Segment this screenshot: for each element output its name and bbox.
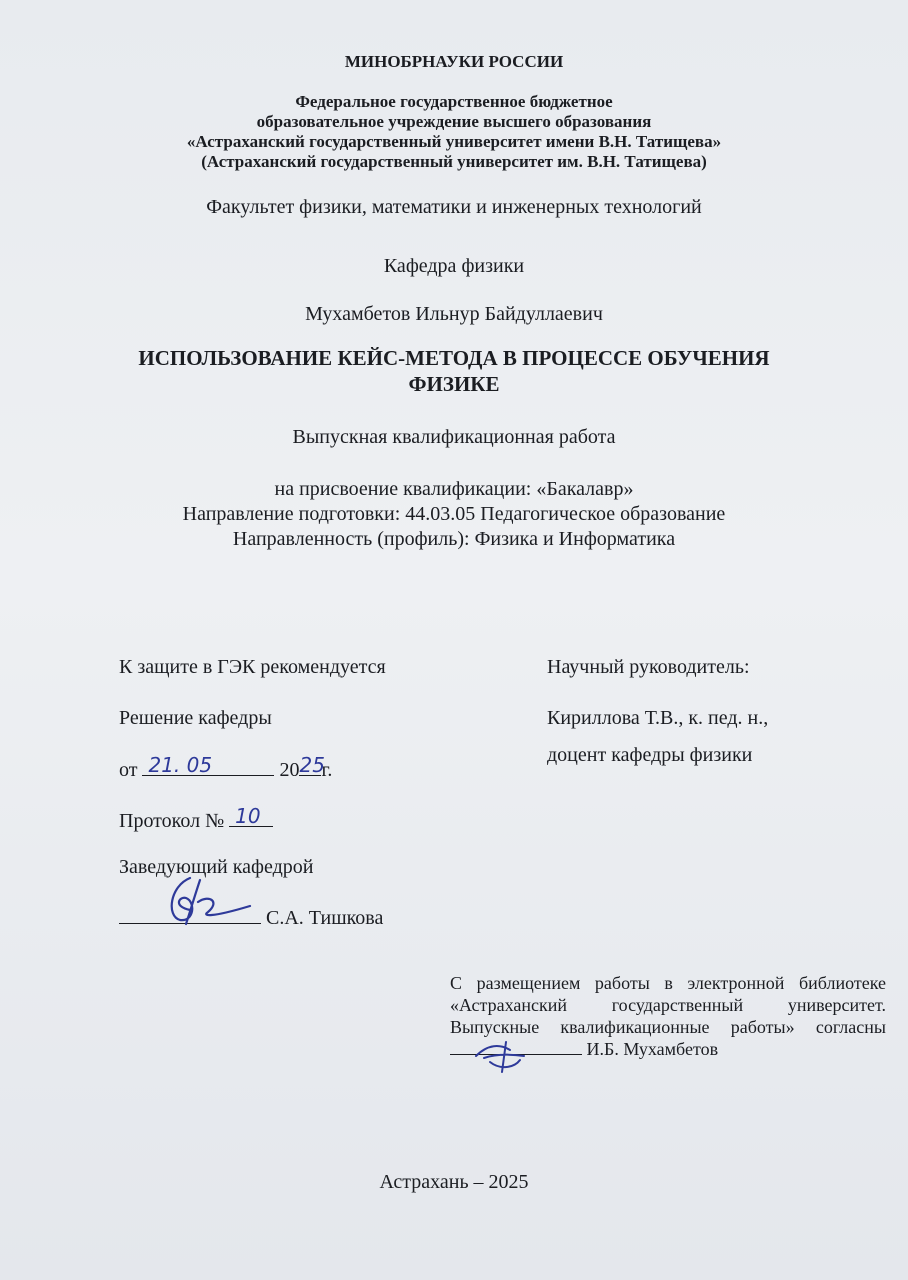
- consent-signer: И.Б. Мухамбетов: [586, 1039, 719, 1059]
- year-handwritten: 25: [299, 753, 325, 777]
- supervisor-position: доцент кафедры физики: [547, 744, 753, 766]
- consent-line-3: Выпускные квалификационные работы» согласны: [450, 1017, 886, 1037]
- institution-line-4: (Астраханский государственный университет им. В.Н. Татищева): [201, 152, 707, 171]
- institution-line-3: «Астраханский государственный университет имени В.Н. Татищева»: [186, 132, 722, 151]
- department: Кафедра физики: [383, 255, 525, 277]
- date-field: [142, 753, 274, 777]
- author-name: Мухамбетов Ильнур Байдуллаевич: [305, 303, 603, 325]
- supervisor-name: Кириллова Т.В., к. пед. н.,: [547, 707, 769, 729]
- author-signature-icon: [470, 1036, 540, 1076]
- institution-line-2: образовательное учреждение высшего образования: [256, 112, 652, 131]
- protocol-handwritten: 10: [235, 804, 261, 828]
- supervisor-label: Научный руководитель:: [547, 656, 750, 678]
- qualification: на присвоение квалификации: «Бакалавр»: [274, 478, 634, 500]
- protocol-field: [229, 804, 273, 828]
- thesis-title-line-1: ИСПОЛЬЗОВАНИЕ КЕЙС-МЕТОДА В ПРОЦЕССЕ ОБУЧЕНИЯ: [138, 346, 770, 370]
- date-prefix: от: [119, 759, 138, 781]
- consent-line-1: С размещением работы в электронной библиотеке: [450, 973, 886, 993]
- protocol-row: [119, 804, 273, 833]
- head-label: Заведующий кафедрой: [119, 856, 314, 878]
- decision-label: Решение кафедры: [119, 707, 272, 729]
- faculty: Факультет физики, математики и инженерных технологий: [206, 196, 702, 218]
- ministry-heading: МИНОБРНАУКИ РОССИИ: [344, 52, 564, 71]
- consent-line-2: «Астраханский государственный университет.: [450, 995, 886, 1015]
- year-suffix: г.: [321, 759, 333, 781]
- recommend-label: К защите в ГЭК рекомендуется: [119, 656, 386, 678]
- head-name: С.А. Тишкова: [266, 907, 384, 929]
- profile: Направленность (профиль): Физика и Информатика: [232, 528, 676, 550]
- year-field: [299, 753, 325, 777]
- city-year: Астрахань – 2025: [379, 1171, 529, 1193]
- thesis-title-line-2: ФИЗИКЕ: [408, 372, 500, 396]
- protocol-label: Протокол №: [119, 810, 225, 832]
- work-type: Выпускная квалификационная работа: [292, 426, 616, 448]
- decision-date: [119, 753, 333, 782]
- direction: Направление подготовки: 44.03.05 Педагогическое образование: [182, 503, 726, 525]
- institution-line-1: Федеральное государственное бюджетное: [295, 92, 613, 111]
- year-prefix: 20: [279, 759, 300, 781]
- date-handwritten: 21. 05: [148, 753, 213, 777]
- head-signature-icon: [150, 872, 260, 928]
